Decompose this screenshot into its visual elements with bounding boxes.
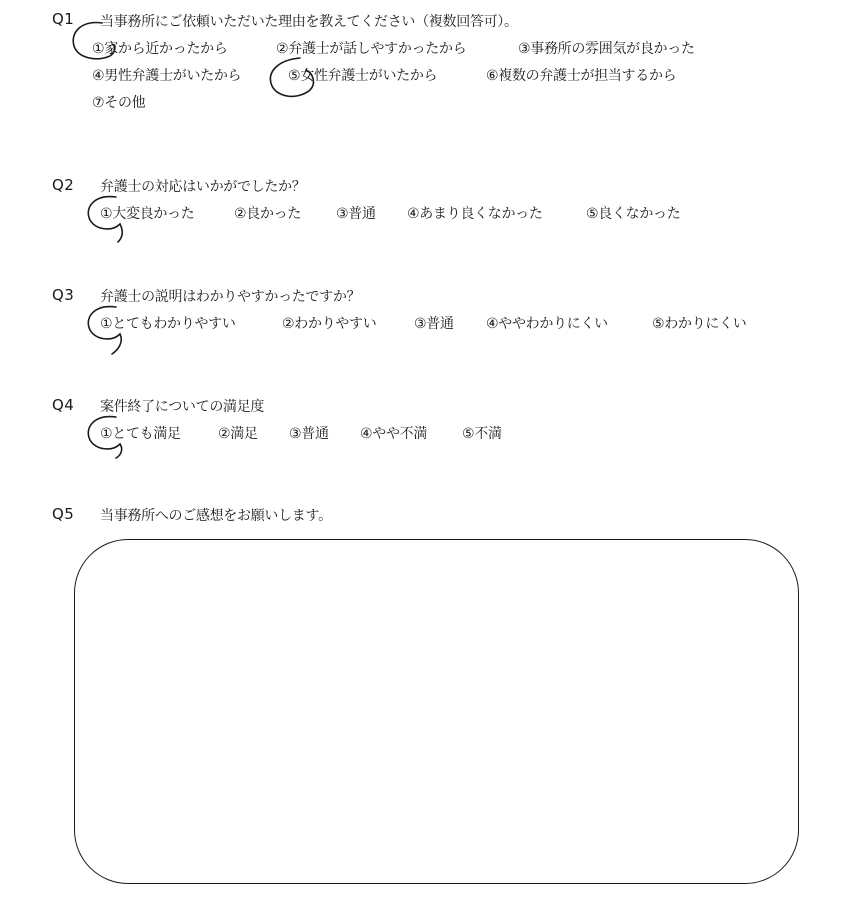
- q4-option-1[interactable]: ①とても満足: [100, 426, 181, 442]
- q1-option-6[interactable]: ⑥複数の弁護士が担当するから: [486, 68, 677, 84]
- q3-option-4[interactable]: ④ややわかりにくい: [486, 316, 608, 332]
- q2-option-5[interactable]: ⑤良くなかった: [586, 206, 681, 222]
- q1-option-1[interactable]: ①家から近かったから: [92, 41, 228, 57]
- q3-option-5[interactable]: ⑤わかりにくい: [652, 316, 747, 332]
- q3-option-2[interactable]: ②わかりやすい: [282, 316, 377, 332]
- q1-option-5[interactable]: ⑤女性弁護士がいたから: [288, 68, 438, 84]
- q1-option-7[interactable]: ⑦その他: [92, 95, 146, 111]
- q4-label: Q4: [52, 396, 75, 414]
- q4-option-2[interactable]: ②満足: [218, 426, 258, 442]
- q3-option-3[interactable]: ③普通: [414, 316, 454, 332]
- q3-label: Q3: [52, 286, 75, 304]
- q2-option-4[interactable]: ④あまり良くなかった: [407, 206, 543, 222]
- q2-label: Q2: [52, 176, 75, 194]
- q1-question: 当事務所にご依頼いただいた理由を教えてください（複数回答可）。: [100, 14, 518, 30]
- q2-option-2[interactable]: ②良かった: [234, 206, 302, 222]
- q4-option-4[interactable]: ④やや不満: [360, 426, 428, 442]
- q1-label: Q1: [52, 10, 75, 28]
- q5-question: 当事務所へのご感想をお願いします。: [100, 508, 332, 524]
- q5-comment-box[interactable]: [74, 539, 799, 884]
- q2-option-1[interactable]: ①大変良かった: [100, 206, 195, 222]
- q2-option-3[interactable]: ③普通: [336, 206, 376, 222]
- q1-option-4[interactable]: ④男性弁護士がいたから: [92, 68, 242, 84]
- q4-option-3[interactable]: ③普通: [289, 426, 329, 442]
- q3-question: 弁護士の説明はわかりやすかったですか？: [100, 289, 361, 305]
- q4-question: 案件終了についての満足度: [100, 399, 265, 415]
- q1-option-3[interactable]: ③事務所の雰囲気が良かった: [518, 41, 695, 57]
- q3-option-1[interactable]: ①とてもわかりやすい: [100, 316, 236, 332]
- q2-question: 弁護士の対応はいかがでしたか？: [100, 179, 306, 195]
- q1-option-2[interactable]: ②弁護士が話しやすかったから: [276, 41, 467, 57]
- q5-label: Q5: [52, 505, 75, 523]
- q4-option-5[interactable]: ⑤不満: [462, 426, 502, 442]
